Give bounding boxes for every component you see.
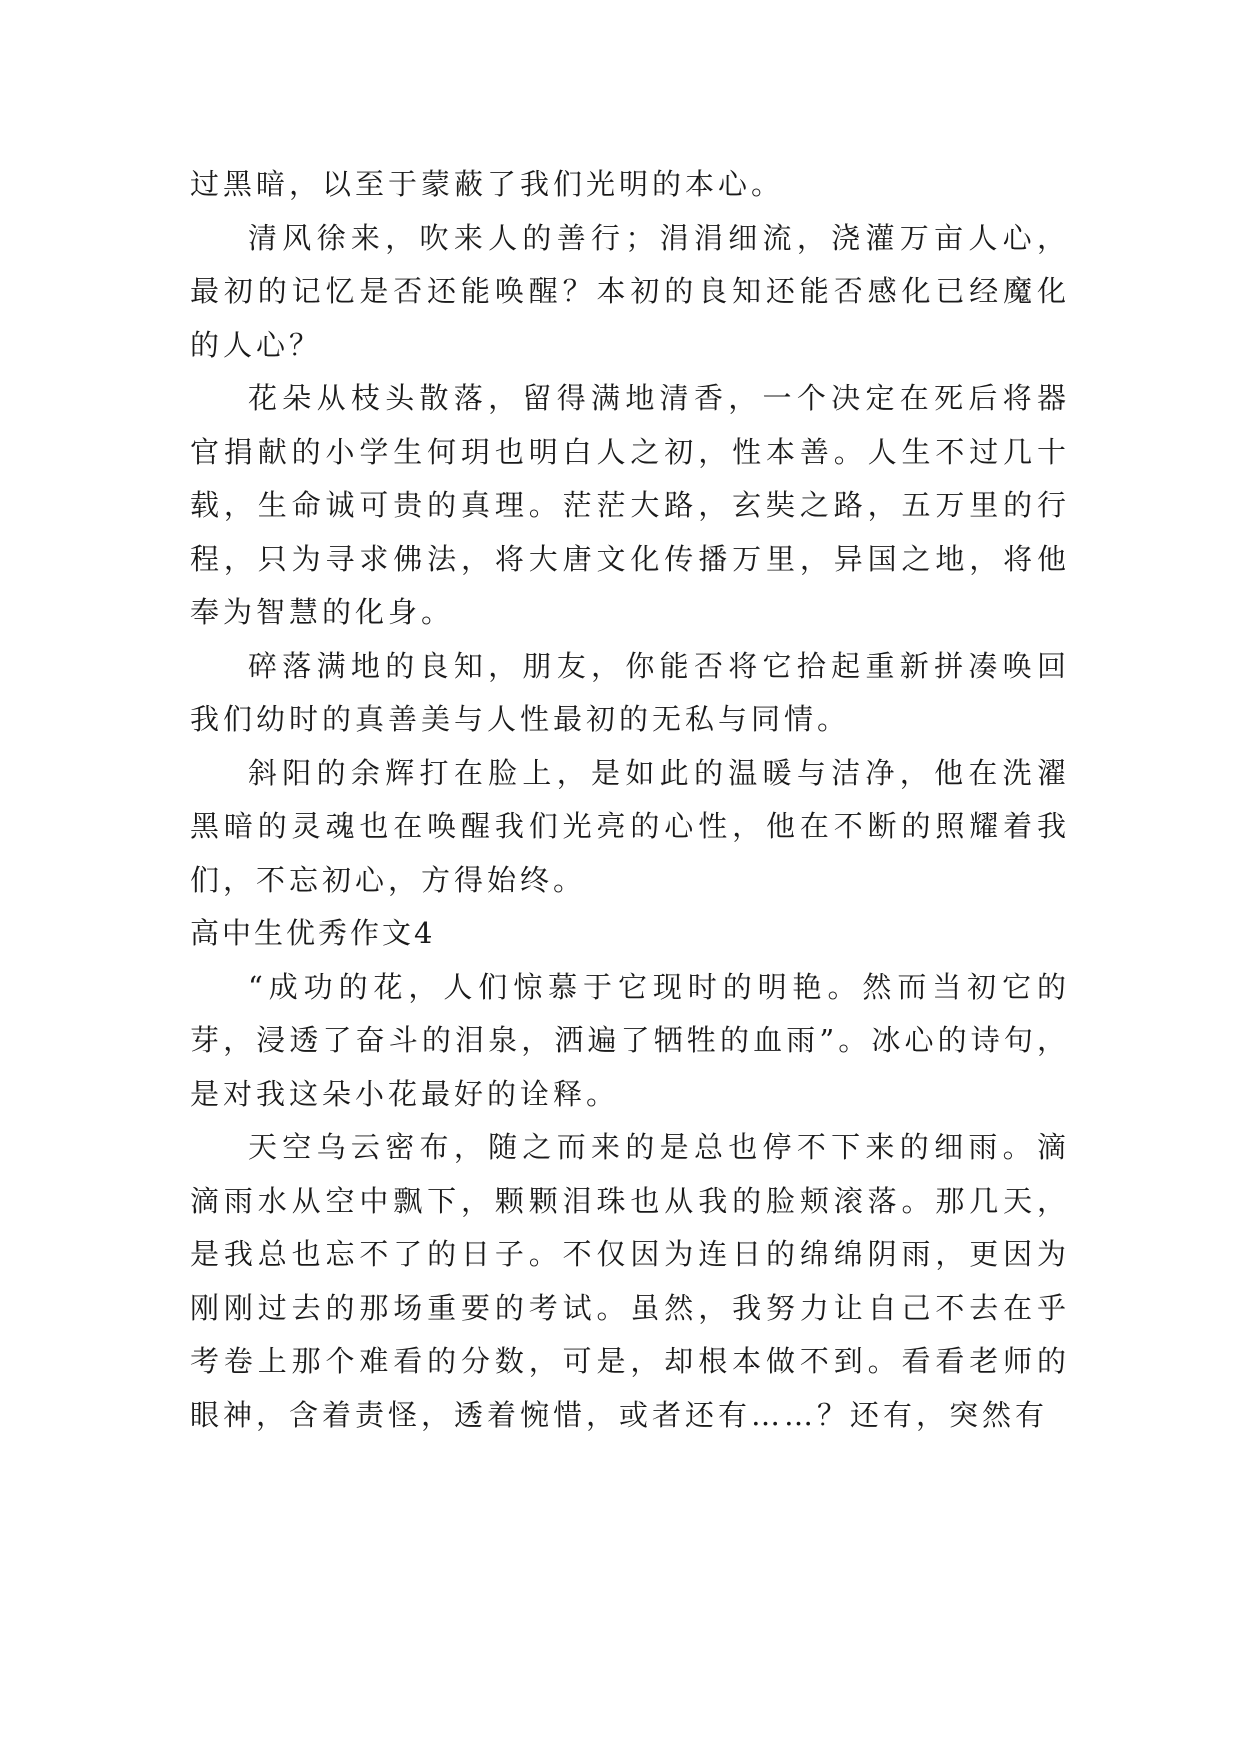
document-body bbox=[190, 158, 1070, 1442]
paragraph: 花朵从枝头散落，留得满地清香，一个决定在死后将器官捐献的小学生何玥也明白人之初，性本善。人生不过几十载，生命诚可贵的真理。茫茫大路，玄奘之路，五万里的行程，只为寻求佛法，将大唐文化传播万里，异国之地，将他奉为智慧的化身。 bbox=[190, 381, 1070, 629]
essay-heading: 高中生优秀作文4 bbox=[190, 916, 436, 950]
paragraph: “成功的花，人们惊慕于它现时的明艳。然而当初它的芽，浸透了奋斗的泪泉，洒遍了牺牲的血雨”。冰心的诗句，是对我这朵小花最好的诠释。 bbox=[190, 969, 1070, 1111]
paragraph: 天空乌云密布，随之而来的是总也停不下来的细雨。滴滴雨水从空中飘下，颗颗泪珠也从我的脸颊滚落。那几天，是我总也忘不了的日子。不仅因为连日的绵绵阴雨，更因为刚刚过去的那场重要的考试。虽然，我努力让自己不去在乎考卷上那个难看的分数，可是，却根本做不到。看看老师的眼神，含着责怪，透着惋惜，或者还有……？还有，突然有 bbox=[190, 1130, 1070, 1432]
paragraph: 清风徐来，吹来人的善行；涓涓细流，浇灌万亩人心，最初的记忆是否还能唤醒？本初的良知还能否感化已经魔化的人心？ bbox=[190, 220, 1070, 362]
paragraph: 碎落满地的良知，朋友，你能否将它拾起重新拼凑唤回我们幼时的真善美与人性最初的无私与同情。 bbox=[190, 648, 1070, 736]
paragraph: 斜阳的余辉打在脸上，是如此的温暖与洁净，他在洗濯黑暗的灵魂也在唤醒我们光亮的心性，他在不断的照耀着我们，不忘初心，方得始终。 bbox=[190, 755, 1070, 897]
paragraph-continued: 过黑暗，以至于蒙蔽了我们光明的本心。 bbox=[190, 167, 785, 201]
